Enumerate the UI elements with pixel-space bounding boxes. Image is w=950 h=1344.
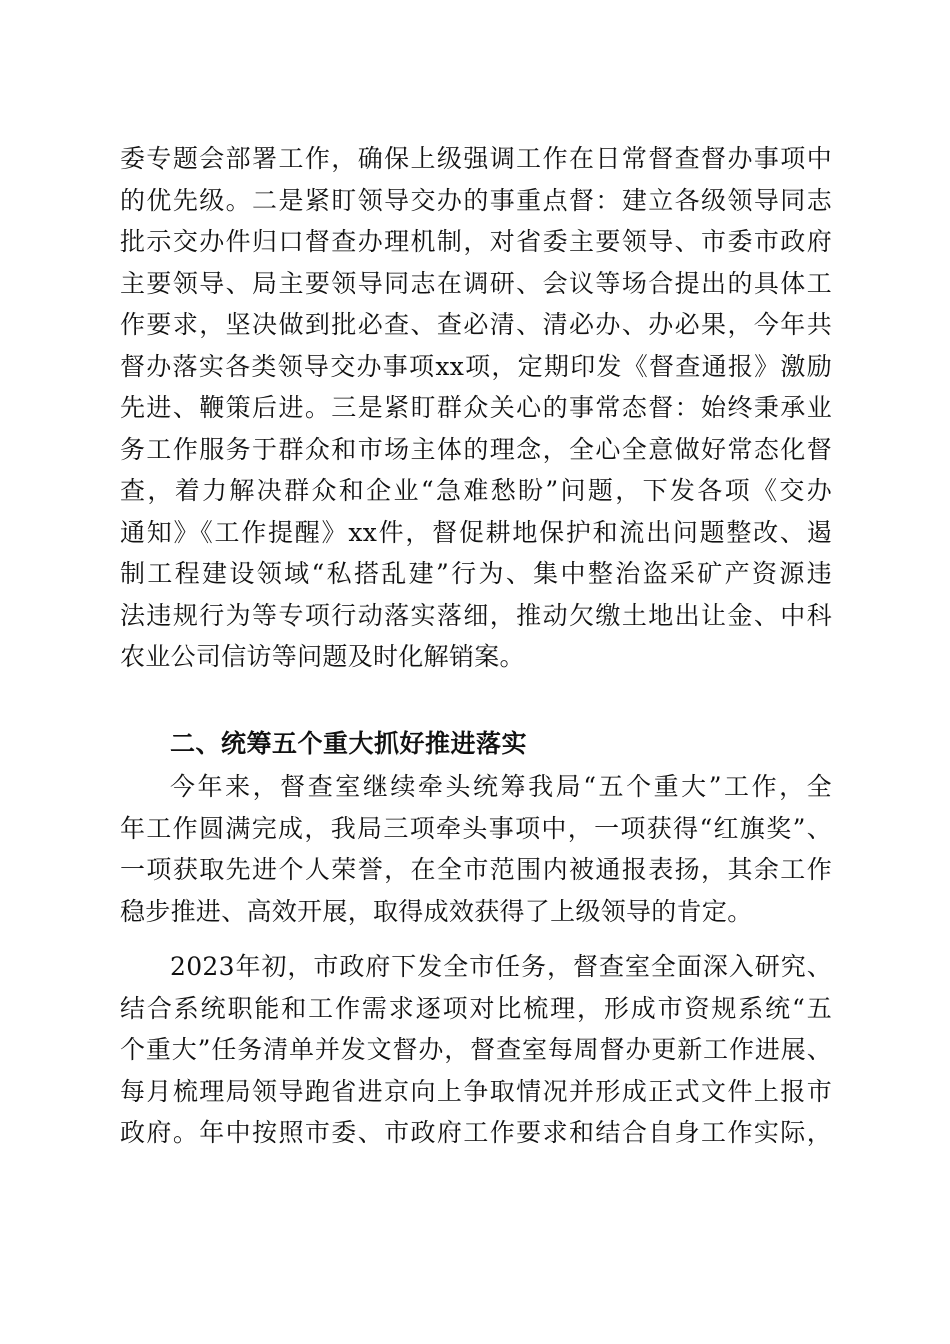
paragraph-line: 作要求，坚决做到批必查、查必清、清必办、办必果，今年共 (120, 310, 832, 339)
paragraph-2 (120, 766, 832, 932)
paragraph-1 (120, 138, 832, 678)
paragraph-3 (120, 946, 832, 1154)
paragraph-line: 政府。年中按照市委、市政府工作要求和结合自身工作实际， (120, 1118, 832, 1147)
paragraph-line: 稳步推进、高效开展，取得成效获得了上级领导的肯定。 (120, 896, 753, 926)
paragraph-line: 的优先级。二是紧盯领导交办的事重点督：建立各级领导同志 (120, 185, 832, 215)
paragraph-line: 今年来，督查室继续牵头统筹我局“五个重大”工作，全 (170, 772, 832, 801)
paragraph-line: 查，着力解决群众和企业“急难愁盼”问题，下发各项《交办 (120, 476, 832, 505)
paragraph-line: 年工作圆满完成，我局三项牵头事项中，一项获得“红旗奖”、 (120, 813, 832, 843)
paragraph-line: 先进、鞭策后进。三是紧盯群众关心的事常态督：始终秉承业 (120, 393, 832, 422)
paragraph-line: 法违规行为等专项行动落实落细，推动欠缴土地出让金、中科 (120, 600, 832, 630)
paragraph-line: 农业公司信访等问题及时化解销案。 (120, 642, 525, 671)
paragraph-line: 务工作服务于群众和市场主体的理念，全心全意做好常态化督 (120, 434, 832, 464)
paragraph-line: 督办落实各类领导交办事项xx项，定期印发《督查通报》激励 (120, 351, 832, 381)
paragraph-line: 制工程建设领域“私搭乱建”行为、集中整治盗采矿产资源违 (120, 559, 832, 588)
paragraph-line: 一项获取先进个人荣誉，在全市范围内被通报表扬，其余工作 (120, 855, 832, 884)
paragraph-line: 批示交办件归口督查办理机制，对省委主要领导、市委市政府 (120, 227, 832, 256)
paragraph-line: 结合系统职能和工作需求逐项对比梳理，形成市资规系统“五 (120, 993, 832, 1023)
paragraph-line: 主要领导、局主要领导同志在调研、会议等场合提出的具体工 (120, 268, 832, 298)
paragraph-line: 通知》《工作提醒》xx件，督促耕地保护和流出问题整改、遏 (120, 517, 832, 547)
section-heading: 二、统筹五个重大抓好推进落实 (170, 729, 528, 758)
paragraph-line: 2023年初，市政府下发全市任务，督查室全面深入研究、 (170, 952, 832, 981)
paragraph-line: 个重大”任务清单并发文督办，督查室每周督办更新工作进展、 (120, 1035, 832, 1064)
paragraph-line: 每月梳理局领导跑省进京向上争取情况并形成正式文件上报市 (120, 1076, 832, 1106)
paragraph-line: 委专题会部署工作，确保上级强调工作在日常督查督办事项中 (120, 144, 832, 173)
